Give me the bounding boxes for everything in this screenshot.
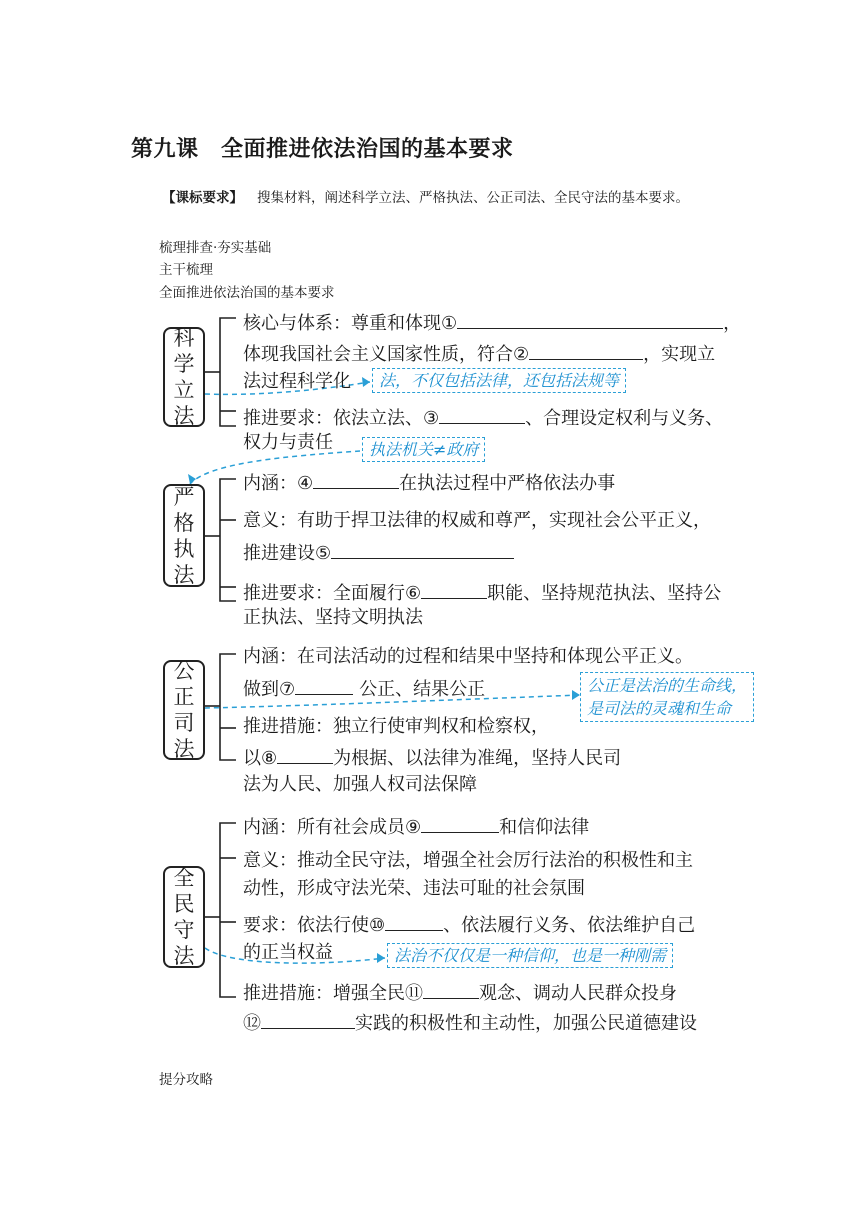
s3-l4-end: 为根据、以法律为准绳，坚持人民司 (333, 748, 622, 769)
fill-blank-2[interactable] (529, 341, 643, 360)
s1-l4-end: 、合理设定权利与义务、 (525, 408, 724, 429)
page-title: 第九课 全面推进依法治国的基本要求 (131, 137, 514, 162)
s4-line-5: 的正当权益 (243, 942, 333, 963)
fill-blank-4[interactable] (313, 470, 399, 489)
section-char: 执 (173, 536, 195, 561)
section-char: 法 (173, 404, 195, 428)
curriculum-label: 【课标要求】 (162, 190, 243, 206)
note-legislation: 法，不仅包括法律，还包括法规等 (372, 368, 626, 393)
s2-line-2: 意义：有助于捍卫法律的权威和尊严，实现社会公平正义， (243, 510, 711, 531)
s4-l1-text: 内涵：所有社会成员⑨ (243, 817, 422, 838)
s1-l2-text: 体现我国社会主义国家性质，符合② (243, 344, 530, 365)
s2-line-5: 正执法、坚持文明执法 (243, 607, 423, 628)
fill-blank-3[interactable] (439, 405, 525, 424)
note-justice (580, 672, 754, 722)
s4-line-3: 动性，形成守法光荣、违法可耻的社会氛围 (243, 878, 585, 899)
s3-l2-end: 公正、结果公正 (359, 679, 486, 700)
section-char: 科 (173, 326, 195, 350)
note-law-abiding: 法治不仅仅是一种信仰，也是一种刚需 (387, 943, 673, 968)
s4-l6-end: 观念、调动人民群众投身 (479, 983, 677, 1004)
section-char: 正 (173, 685, 195, 709)
fill-blank-7[interactable] (295, 676, 353, 695)
fill-blank-1[interactable] (457, 310, 723, 329)
note-justice-line-2: 是司法的灵魂和生命 (587, 699, 732, 718)
s2-line-4 (243, 580, 721, 605)
section-box-justice (163, 660, 205, 760)
s4-line-6 (243, 980, 677, 1005)
fill-blank-5[interactable] (331, 540, 514, 559)
s4-l7-num: ⑫ (243, 1013, 261, 1034)
note-enforcement: 执法机关≠政府 (362, 437, 485, 462)
heading-3: 全面推进依法治国的基本要求 (159, 285, 335, 301)
section-char: 格 (173, 510, 195, 535)
s3-line-3: 推进措施：独立行使审判权和检察权， (243, 716, 549, 737)
s3-line-5: 法为人民、加强人权司法保障 (243, 774, 477, 795)
s1-line-4 (243, 405, 723, 430)
section-char: 立 (173, 378, 195, 402)
s1-l1-end: ， (723, 313, 742, 334)
heading-1: 梳理排查·夯实基础 (159, 240, 272, 256)
section-char: 司 (173, 711, 195, 735)
s4-l6-text: 推进措施：增强全民⑪ (243, 983, 423, 1004)
s4-line-1 (243, 814, 589, 839)
section-char: 学 (173, 352, 195, 376)
s1-l1-text: 核心与体系：尊重和体现① (243, 313, 458, 334)
s4-l4-end: 、依法履行义务、依法维护自己 (443, 915, 696, 936)
s4-l1-end: 和信仰法律 (499, 817, 590, 838)
section-char: 法 (173, 562, 195, 587)
section-char: 守 (173, 918, 195, 942)
s1-line-3: 法过程科学化 (243, 371, 351, 392)
s3-l2-text: 做到⑦ (243, 679, 296, 700)
s2-line-1 (243, 470, 615, 495)
section-char: 法 (173, 944, 195, 968)
s3-line-4 (243, 745, 621, 770)
fill-blank-10[interactable] (385, 912, 443, 931)
footer-heading: 提分攻略 (159, 1072, 213, 1088)
s3-line-1: 内涵：在司法活动的过程和结果中坚持和体现公平正义。 (243, 646, 693, 667)
s2-l1-text: 内涵：④ (243, 473, 314, 494)
section-char: 民 (173, 892, 195, 916)
s3-line-2 (243, 676, 485, 701)
s1-line-1 (243, 310, 741, 335)
section-char: 公 (173, 659, 195, 683)
section-char: 全 (173, 866, 195, 890)
fill-blank-8[interactable] (277, 745, 333, 764)
s4-line-4 (243, 912, 695, 937)
section-char: 严 (173, 484, 195, 509)
fill-blank-12[interactable] (261, 1010, 355, 1029)
section-box-legislation (163, 327, 205, 427)
s1-line-5: 权力与责任 (243, 432, 333, 453)
s4-line-7 (243, 1010, 697, 1035)
fill-blank-6[interactable] (421, 580, 487, 599)
s4-line-2: 意义：推动全民守法，增强全社会厉行法治的积极性和主 (243, 850, 693, 871)
note-justice-line-1: 公正是法治的生命线， (587, 676, 748, 695)
fill-blank-11[interactable] (423, 980, 479, 999)
curriculum-text: 搜集材料，阐述科学立法、严格执法、公正司法、全民守法的基本要求。 (257, 190, 689, 206)
s4-l7-text: 实践的积极性和主动性，加强公民道德建设 (355, 1013, 697, 1034)
section-box-enforcement (163, 484, 205, 587)
s2-l4-end: 职能、坚持规范执法、坚持公 (487, 583, 722, 604)
s3-l4-text: 以⑧ (243, 748, 278, 769)
s4-l4-text: 要求：依法行使⑩ (243, 915, 386, 936)
s1-l2-end: ，实现立 (643, 344, 716, 365)
s2-l3-text: 推进建设⑤ (243, 543, 332, 564)
fill-blank-9[interactable] (421, 814, 499, 833)
s1-line-2 (243, 341, 715, 366)
heading-2: 主干梳理 (159, 262, 213, 278)
section-char: 法 (173, 737, 195, 761)
section-box-law-abiding (163, 866, 205, 968)
s2-l1-end: 在执法过程中严格依法办事 (399, 473, 616, 494)
s2-line-3 (243, 540, 514, 565)
s1-l4-text: 推进要求：依法立法、③ (243, 408, 440, 429)
s2-l4-text: 推进要求：全面履行⑥ (243, 583, 422, 604)
